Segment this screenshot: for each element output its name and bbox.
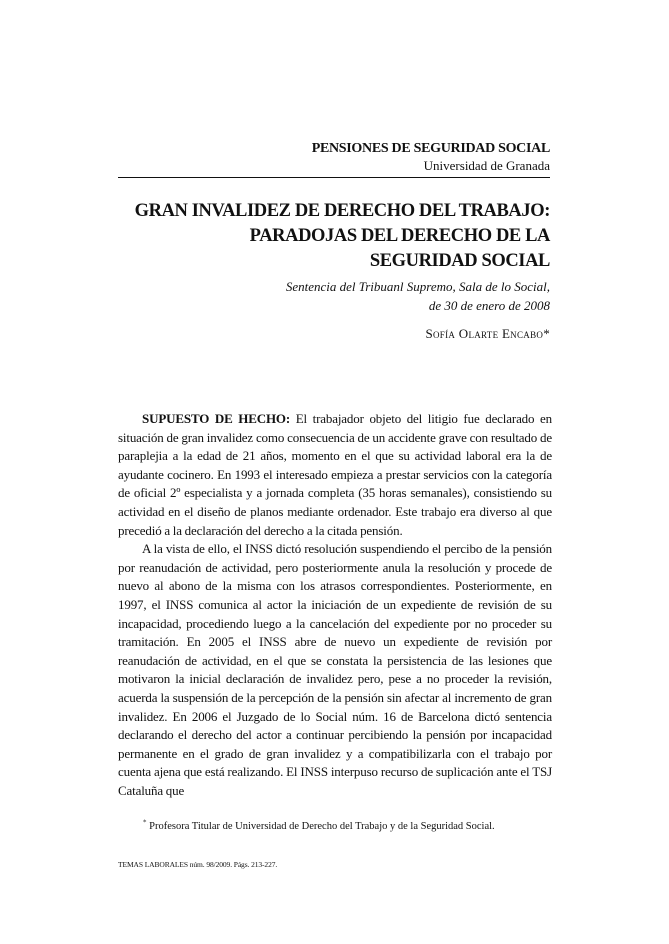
sentencia-line: Sentencia del Tribuanl Supremo, Sala de lo Social, [285,279,550,294]
section-header [118,140,550,174]
paragraph [118,410,552,540]
title-line: PARADOJAS DEL DERECHO DE LA [249,226,550,246]
title-line: SEGURIDAD SOCIAL [369,251,550,271]
article-title [130,199,550,274]
header-rule [118,177,550,178]
journal-reference: TEMAS LABORALES núm. 98/2009. Págs. 213-227. [118,860,278,869]
author-name: Sofía Olarte Encabo* [425,326,550,341]
institution: Universidad de Granada [423,158,550,173]
sentencia-line: de 30 de enero de 2008 [428,298,550,313]
lead-label: SUPUESTO DE HECHO: [142,411,291,426]
paragraph-text: El trabajador objeto del litigio fue declarado en situación de gran invalidez como consecuencia de un accidente grave con resultado de paraplejia a la edad de 21 años, momento en el que su actividad laboral era la de ayudante cocinero. En 1993 el interesado empieza a prestar servicios con la categoría de oficial 2º especialista y a jornada completa (35 horas semanales), consistiendo su actividad en el diseño de planos mediante ordenador. Este trabajo era diverso al que precedió a la declaración del derecho a la citada pensión. [118,411,552,538]
footnote [143,820,563,834]
paragraph: A la vista de ello, el INSS dictó resolución suspendiendo el percibo de la pensión por reanudación de actividad, pero posteriormente anula la resolución y procede de nuevo al abono de la misma con los atrasos correspondientes. Posteriormente, en 1997, el INSS comunica al actor la iniciación de un expediente de revisión de su incapacidad, procediendo luego a la cancelación del expediente por no proceder su tramitación. En 2005 el INSS abre de nuevo un expediente de revisión por reanudación de actividad, en el que se constata la persistencia de las lesiones que motivaron la inicial declaración de invalidez pero, pese a no proceder la revisión, acuerda la suspensión de la percepción de la pensión sin afectar al incremento de gran invalidez. En 2006 el Juzgado de lo Social núm. 16 de Barcelona dictó sentencia declarando el derecho del actor a continuar percibiendo la pensión por incapacidad permanente en el grado de gran invalidez y a compatibilizarla con el trabajo por cuenta ajena que está realizando. El INSS interpuso recurso de suplicación ante el TSJ Cataluña que [118,541,552,798]
body-text [118,410,552,800]
section-title: PENSIONES DE SEGURIDAD SOCIAL [311,141,550,156]
footnote-marker: * [143,818,147,827]
sentencia-reference [180,277,550,315]
title-line: GRAN INVALIDEZ DE DERECHO DEL TRABAJO: [134,201,550,221]
footnote-text: Profesora Titular de Universidad de Derecho del Trabajo y de la Seguridad Social. [146,821,495,832]
